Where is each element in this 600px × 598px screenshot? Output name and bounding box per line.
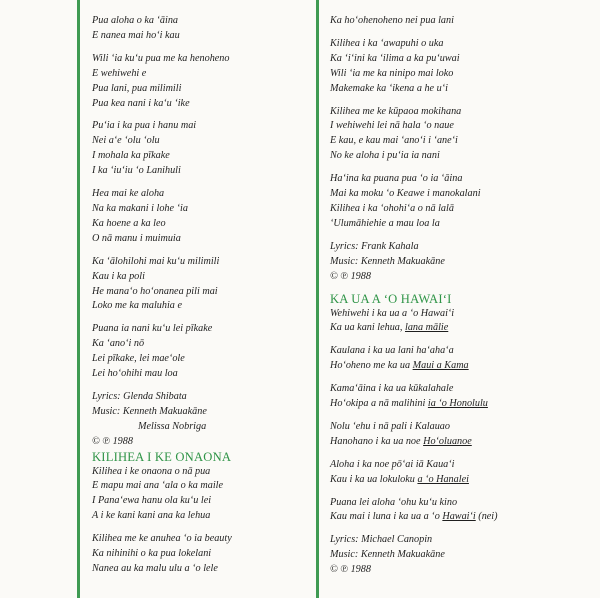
lyric-line: Nolu ʻehu i nā pali i Kalauao	[330, 420, 450, 432]
lyric-line: Haʻina ka puana pua ʻo ia ʻāina	[330, 173, 463, 185]
lyric-line: Ka ʻālohilohi mai kuʻu milimili	[92, 255, 220, 267]
lyric-line: Puana ia nani kuʻu lei pīkake	[92, 323, 213, 335]
lyric-line: Aloha i ka noe pōʻai iā Kauaʻi	[330, 458, 455, 470]
credit-line: Music: Kenneth Makuakāne	[330, 549, 445, 561]
underlined-place-name: Maui a Kama	[412, 360, 469, 372]
lyric-line: A i ke kani kani ana ka lehua	[92, 510, 211, 522]
stanza	[330, 420, 595, 450]
lyric-line: I wehiwehi lei nā hala ʻo naue	[330, 120, 454, 132]
underlined-place-name: ia ʻo Honolulu	[427, 398, 488, 410]
lyric-line: E mapu mai ana ʻala o ka maile	[92, 480, 224, 492]
lyric-line: Loko me ka maluhia e	[92, 300, 182, 312]
stanza	[92, 465, 307, 525]
lyric-line: Puana lei aloha ʻohu kuʻu kino	[330, 496, 458, 508]
lyric-text: Hoʻoheno me ka ua	[330, 360, 413, 372]
lyric-line: No ke aloha i puʻia ia nani	[330, 150, 440, 162]
stanza	[92, 187, 307, 247]
lyric-line	[330, 321, 595, 336]
lyric-line	[330, 435, 595, 450]
stanza	[92, 532, 307, 577]
credits-block	[92, 390, 307, 450]
lyric-line: O nā manu i muimuia	[92, 232, 181, 244]
lyric-line: I mohala ka pīkake	[92, 150, 170, 162]
credit-line: © ℗ 1988	[92, 435, 133, 447]
underlined-place-name: Hawaiʻi	[442, 511, 476, 523]
lyric-line: Wehiwehi i ka ua a ʻo Hawaiʻi	[330, 307, 455, 319]
lyric-line: Ka hoʻohenoheno nei pua lani	[330, 15, 454, 26]
credit-line: Music: Kenneth Makuakāne	[330, 255, 445, 267]
lyric-text: (nei)	[475, 511, 498, 523]
lyric-line: Kilihea i ka ʻawapuhi o uka	[330, 37, 444, 49]
lyric-line: Kilihea me ke kūpaoa mokihana	[330, 105, 462, 117]
lyric-text: Kau mai i luna i ka ua a ʻo	[330, 511, 443, 523]
stanza	[330, 458, 595, 488]
stanza	[330, 14, 595, 29]
credit-line: © ℗ 1988	[330, 564, 371, 576]
lyric-line: Pua lani, pua milimili	[92, 82, 182, 94]
lyric-line: Hea mai ke aloha	[92, 188, 165, 200]
credit-line: Music: Kenneth Makuakāne	[92, 405, 207, 417]
left-margin-rule	[77, 0, 80, 598]
lyric-line: Ka ʻiʻini ka ʻilima a ka puʻuwai	[330, 52, 460, 64]
lyric-line: E wehiwehi e	[92, 67, 147, 79]
lyric-line: Pua aloha o ka ʻāina	[92, 15, 179, 26]
lyric-line: Kau i ka poli	[92, 270, 145, 282]
credit-line: Melissa Nobriga	[138, 420, 207, 432]
left-column	[92, 14, 307, 585]
lyric-line	[330, 397, 595, 412]
lyric-line: Na ka makani i lohe ʻia	[92, 202, 188, 214]
stanza	[330, 172, 595, 232]
right-column	[330, 14, 595, 585]
lyric-text: Ka ua kani lehua,	[330, 322, 405, 334]
stanza	[92, 322, 307, 382]
lyric-line: Mai ka moku ʻo Keawe i manokalani	[330, 188, 481, 200]
lyric-line: E kau, e kau mai ʻanoʻi i ʻaneʻi	[330, 135, 458, 147]
stanza	[330, 105, 595, 165]
stanza	[92, 119, 307, 179]
center-divider-rule	[316, 0, 319, 598]
lyric-text: Hoʻokipa a nā malihini	[330, 398, 428, 410]
underlined-place-name: a ʻo Hanalei	[417, 473, 469, 485]
lyric-line: Kaulana i ka ua lani haʻahaʻa	[330, 345, 454, 357]
lyric-text: Hanohano i ka ua noe	[330, 435, 424, 447]
lyric-line: I ka ʻiuʻiu ʻo Lanihuli	[92, 165, 181, 177]
lyric-line: Ka ʻanoʻi nō	[92, 338, 145, 350]
lyric-line: He manaʻo hoʻonanea pili mai	[92, 285, 218, 297]
credit-line: © ℗ 1988	[330, 270, 371, 282]
stanza	[330, 382, 595, 412]
song-title-ka-ua: KA UA A ʻO HAWAIʻI	[330, 291, 452, 306]
lyric-line: Kamaʻāina i ka ua kūkalahale	[330, 383, 454, 395]
lyric-line	[330, 473, 595, 488]
lyric-line: Lei pīkake, lei maeʻole	[92, 353, 185, 365]
lyric-line: Kilihea i ke onaona o nā pua	[92, 465, 211, 477]
stanza	[330, 37, 595, 97]
stanza	[92, 14, 307, 44]
lyric-line: Lei hoʻohihi mau loa	[92, 368, 178, 380]
lyric-line: Ka nihinihi o ka pua lokelani	[92, 548, 212, 560]
lyric-line: Makemake ka ʻikena a he uʻi	[330, 82, 448, 94]
lyric-line: Kilihea i ka ʻohohiʻa o nā lalā	[330, 202, 454, 214]
stanza	[330, 496, 595, 526]
credit-line: Lyrics: Frank Kahala	[330, 240, 419, 252]
lyric-line: Nei aʻe ʻolu ʻolu	[92, 135, 160, 147]
underlined-place-name: lana mālie	[404, 322, 449, 334]
stanza	[330, 307, 595, 337]
stanza	[92, 52, 307, 112]
lyric-line: Pua kea nani i kaʻu ʻike	[92, 97, 190, 109]
song-title-kilihea: KILIHEA I KE ONAONA	[92, 449, 232, 464]
lyric-line: Kilihea me ke anuhea ʻo ia beauty	[92, 533, 232, 545]
credits-block	[330, 240, 595, 285]
lyric-line: Puʻia i ka pua i hanu mai	[92, 120, 197, 132]
lyric-line: E nanea mai hoʻi kau	[92, 29, 180, 41]
lyric-line: ʻUlumāhiehie a mau loa la	[330, 217, 440, 229]
lyric-line	[330, 359, 595, 374]
credit-line: Lyrics: Michael Canopin	[330, 534, 433, 546]
lyric-text: Kau i ka ua lokuloku	[330, 473, 418, 485]
lyric-line: I Panaʻewa hanu ola kuʻu lei	[92, 495, 212, 507]
credit-line: Lyrics: Glenda Shibata	[92, 390, 187, 402]
stanza	[92, 255, 307, 315]
underlined-place-name: Hoʻoluanoe	[423, 435, 472, 447]
credits-block	[330, 533, 595, 578]
lyric-line	[330, 510, 595, 525]
lyric-line: Nanea au ka malu ulu a ʻo lele	[92, 563, 218, 574]
lyric-line: Wili ʻia kuʻu pua me ka henoheno	[92, 52, 230, 64]
lyric-line: Ka hoene a ka leo	[92, 217, 166, 229]
lyric-line: Wili ʻia me ka ninipo mai loko	[330, 67, 454, 79]
stanza	[330, 344, 595, 374]
